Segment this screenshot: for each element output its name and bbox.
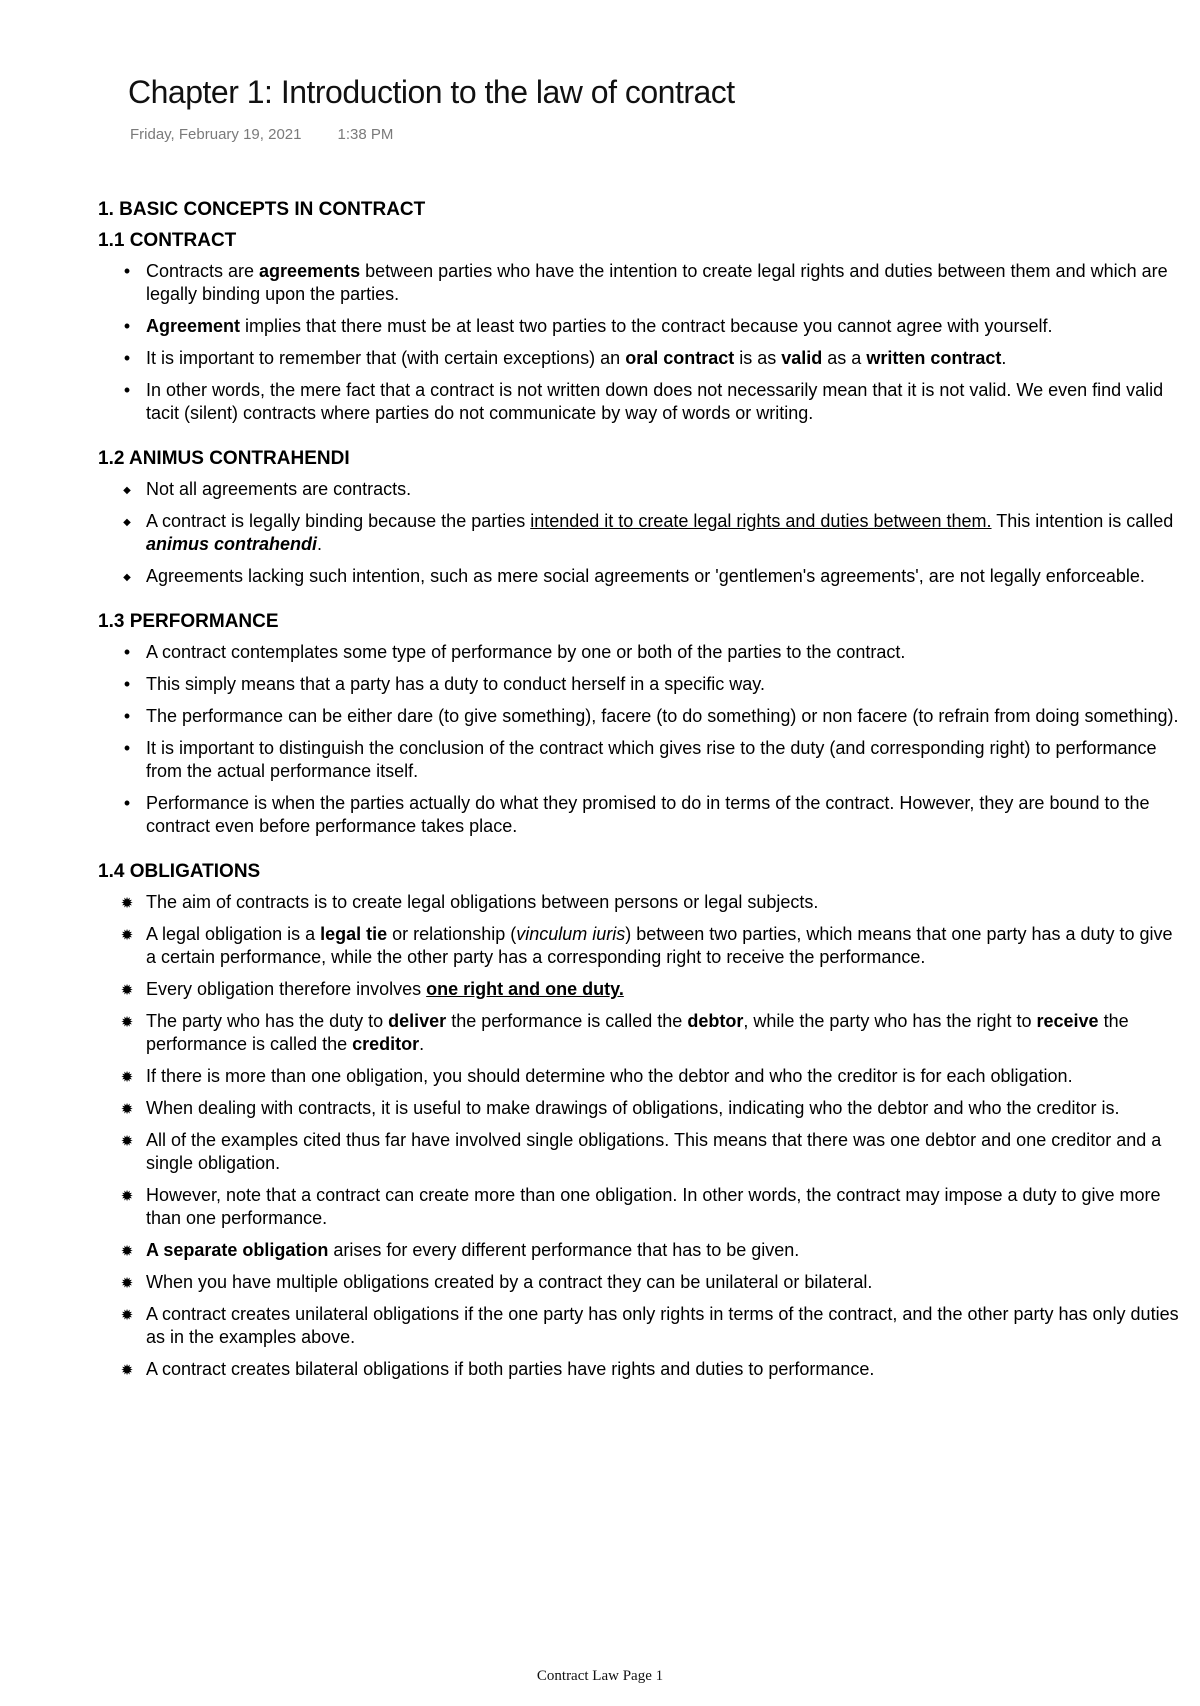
bullet-star-icon	[120, 1097, 134, 1121]
bullet-disc-icon	[120, 379, 134, 402]
bullet-star-icon	[120, 1184, 134, 1208]
list-item: ✹ The party who has the duty to deliver the performance is called the debtor, while the party who has the right to receive the performance is called the creditor.	[98, 1010, 1183, 1056]
section-obligations	[98, 860, 1183, 1381]
list-item: ✹ Every obligation therefore involves one right and one duty.	[98, 978, 1183, 1001]
bullet-diamond-icon	[120, 510, 134, 536]
bullet-list	[98, 641, 1183, 838]
bullet-disc-icon	[120, 315, 134, 338]
bullet-star-icon	[120, 1358, 134, 1382]
list-item: • It is important to remember that (with certain exceptions) an oral contract is as valid as a written contract.	[98, 347, 1183, 370]
list-item: • This simply means that a party has a duty to conduct herself in a specific way.	[98, 673, 1183, 696]
list-item: • Performance is when the parties actually do what they promised to do in terms of the contract. However, they are bound to the contract even before performance takes place.	[98, 792, 1183, 838]
page-footer: Contract Law Page 1	[536, 1668, 664, 1684]
page-meta	[130, 126, 393, 143]
section-heading: 1.3 PERFORMANCE	[98, 611, 279, 632]
list-item: • It is important to distinguish the conclusion of the contract which gives rise to the duty (and corresponding right) to performance from the actual performance itself.	[98, 737, 1183, 783]
bullet-diamond-icon	[120, 478, 134, 504]
list-item: ✹ A contract creates unilateral obligations if the one party has only rights in terms of the contract, and the other party has only duties as in the examples above.	[98, 1303, 1183, 1349]
page-title: Chapter 1: Introduction to the law of contract	[128, 74, 735, 110]
bullet-disc-icon	[120, 792, 134, 815]
bullet-list	[98, 260, 1183, 425]
list-item: ✹ When you have multiple obligations created by a contract they can be unilateral or bilateral.	[98, 1271, 1183, 1294]
list-item: ✹ When dealing with contracts, it is useful to make drawings of obligations, indicating who the debtor and who the creditor is.	[98, 1097, 1183, 1120]
bullet-star-icon	[120, 978, 134, 1002]
page-time: 1:38 PM	[337, 126, 394, 143]
list-item: ✹ The aim of contracts is to create legal obligations between persons or legal subjects.	[98, 891, 1183, 914]
list-item: ◆ A contract is legally binding because the parties intended it to create legal rights and duties between them. This intention is called animus contrahendi.	[98, 510, 1183, 556]
list-item: • Contracts are agreements between parties who have the intention to create legal rights and duties between them and which are legally binding upon the parties.	[98, 260, 1183, 306]
main-heading: 1. BASIC CONCEPTS IN CONTRACT	[98, 199, 426, 220]
list-item: ✹ A legal obligation is a legal tie or relationship (vinculum iuris) between two parties, which means that one party has a duty to give a certain performance, while the other party has a corresponding right to receive the performance.	[98, 923, 1183, 969]
page-date: Friday, February 19, 2021	[130, 126, 302, 143]
list-item: ◆ Agreements lacking such intention, such as mere social agreements or 'gentlemen's agreements', are not legally enforceable.	[98, 565, 1183, 588]
bullet-disc-icon	[120, 737, 134, 760]
list-item: ◆ Not all agreements are contracts.	[98, 478, 1183, 501]
bullet-disc-icon	[120, 260, 134, 283]
list-item: ✹ All of the examples cited thus far have involved single obligations. This means that there was one debtor and one creditor and a single obligation.	[98, 1129, 1183, 1175]
section-heading: 1.4 OBLIGATIONS	[98, 861, 261, 882]
list-item: ✹ However, note that a contract can create more than one obligation. In other words, the contract may impose a duty to give more than one performance.	[98, 1184, 1183, 1230]
bullet-list	[98, 478, 1183, 588]
section-contract	[98, 229, 1183, 425]
list-item: ✹ A separate obligation arises for every different performance that has to be given.	[98, 1239, 1183, 1262]
bullet-star-icon	[120, 923, 134, 947]
bullet-star-icon	[120, 1129, 134, 1153]
list-item: • A contract contemplates some type of performance by one or both of the parties to the contract.	[98, 641, 1183, 664]
bullet-disc-icon	[120, 641, 134, 664]
bullet-disc-icon	[120, 705, 134, 728]
bullet-star-icon	[120, 1065, 134, 1089]
bullet-star-icon	[120, 1010, 134, 1034]
bullet-star-icon	[120, 891, 134, 915]
list-item: ✹ A contract creates bilateral obligations if both parties have rights and duties to performance.	[98, 1358, 1183, 1381]
bullet-disc-icon	[120, 673, 134, 696]
list-item: ✹ If there is more than one obligation, you should determine who the debtor and who the creditor is for each obligation.	[98, 1065, 1183, 1088]
bullet-diamond-icon	[120, 565, 134, 591]
section-performance	[98, 610, 1183, 838]
bullet-star-icon	[120, 1239, 134, 1263]
section-animus-contrahendi	[98, 447, 1183, 588]
section-heading: 1.2 ANIMUS CONTRAHENDI	[98, 448, 350, 469]
bullet-star-icon	[120, 1303, 134, 1327]
list-item: • In other words, the mere fact that a contract is not written down does not necessarily mean that it is not valid. We even find valid tacit (silent) contracts where parties do not communicate by way of words or writing.	[98, 379, 1183, 425]
list-item: • Agreement implies that there must be at least two parties to the contract because you cannot agree with yourself.	[98, 315, 1183, 338]
bullet-list	[98, 891, 1183, 1381]
list-item: • The performance can be either dare (to give something), facere (to do something) or non facere (to refrain from doing something).	[98, 705, 1183, 728]
bullet-star-icon	[120, 1271, 134, 1295]
note-content	[98, 198, 1183, 1403]
section-heading: 1.1 CONTRACT	[98, 230, 237, 251]
bullet-disc-icon	[120, 347, 134, 370]
